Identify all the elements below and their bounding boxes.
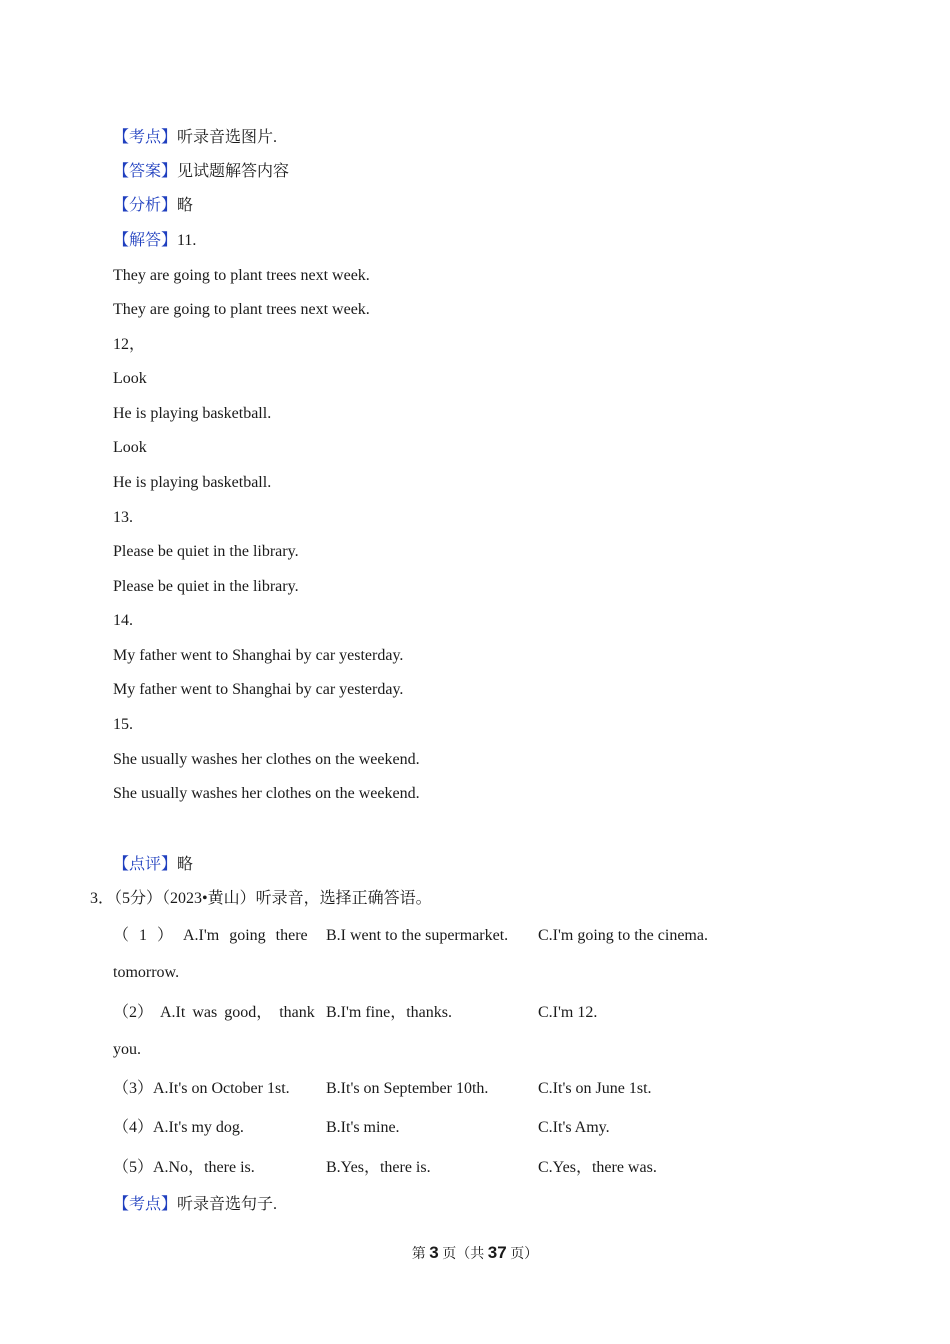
current-page-number: 3: [429, 1243, 439, 1262]
page-footer: [0, 1243, 950, 1265]
item-5-option-a: （5）A.No，there is.: [113, 1159, 255, 1176]
answer-line: Look: [113, 439, 147, 456]
item-2-option-c: C.I'm 12.: [538, 1004, 598, 1021]
daan-tag: 【答案】: [113, 163, 178, 180]
answer-line: Please be quiet in the library.: [113, 543, 299, 560]
answer-line: 14.: [113, 612, 133, 629]
answer-line: She usually washes her clothes on the weekend.: [113, 785, 420, 802]
kaodian-line-q3: [113, 1195, 277, 1215]
kaodian-tag: 【考点】: [113, 1196, 178, 1213]
footer-suffix: 页）: [506, 1247, 539, 1262]
item-5-option-b: B.Yes，there is.: [326, 1159, 431, 1176]
item-3-option-a: （3）A.It's on October 1st.: [113, 1080, 290, 1097]
fenxi-line: [113, 196, 193, 216]
question-number: 3．: [90, 890, 115, 907]
answer-line: Look: [113, 370, 147, 387]
item-5-option-c: C.Yes，there was.: [538, 1159, 657, 1176]
footer-middle: 页（共: [438, 1247, 488, 1262]
item-1-option-a: （ 1 ） A.I'm going there: [113, 927, 308, 944]
question-text: （5分）（2023•黄山）听录音，选择正确答语。: [114, 890, 432, 907]
answer-line: 13.: [113, 509, 133, 526]
jieda-line: [113, 231, 196, 251]
answer-line: They are going to plant trees next week.: [113, 301, 370, 318]
footer-prefix: 第: [411, 1247, 430, 1262]
item-2-option-a-cont: you.: [113, 1041, 141, 1058]
dianping-tag: 【点评】: [113, 856, 178, 873]
answer-line: They are going to plant trees next week.: [113, 267, 370, 284]
kaodian-line: [113, 128, 277, 148]
fenxi-text: 略: [177, 197, 194, 214]
item-1-option-b: B.I went to the supermarket.: [326, 927, 509, 944]
answer-line: Please be quiet in the library.: [113, 578, 299, 595]
total-page-count: 37: [487, 1243, 507, 1262]
dianping-line: [113, 855, 193, 875]
item-2-option-a: （2） A.It was good， thank: [113, 1004, 315, 1021]
answer-line: 15.: [113, 716, 133, 733]
item-4-option-a: （4）A.It's my dog.: [113, 1119, 244, 1136]
answer-line: He is playing basketball.: [113, 405, 272, 422]
fenxi-tag: 【分析】: [113, 197, 178, 214]
item-3-option-b: B.It's on September 10th.: [326, 1080, 489, 1097]
jieda-text: 11.: [177, 232, 197, 249]
answer-line: She usually washes her clothes on the weekend.: [113, 751, 420, 768]
item-4-option-c: C.It's Amy.: [538, 1119, 610, 1136]
item-2-option-b: B.I'm fine，thanks.: [326, 1004, 452, 1021]
jieda-tag: 【解答】: [113, 232, 178, 249]
answer-line: 12，: [113, 336, 146, 353]
answer-line: My father went to Shanghai by car yesterday.: [113, 681, 404, 698]
dianping-text: 略: [177, 856, 194, 873]
kaodian-text: 听录音选句子.: [177, 1196, 278, 1213]
answer-line: He is playing basketball.: [113, 474, 272, 491]
item-1-option-a-cont: tomorrow.: [113, 964, 180, 981]
item-1-option-c: C.I'm going to the cinema.: [538, 927, 708, 944]
daan-text: 见试题解答内容: [177, 163, 290, 180]
kaodian-tag: 【考点】: [113, 129, 178, 146]
item-3-option-c: C.It's on June 1st.: [538, 1080, 652, 1097]
kaodian-text: 听录音选图片.: [177, 129, 278, 146]
item-4-option-b: B.It's mine.: [326, 1119, 400, 1136]
daan-line: [113, 162, 289, 182]
answer-line: My father went to Shanghai by car yesterday.: [113, 647, 404, 664]
question-3-header: [90, 889, 432, 909]
